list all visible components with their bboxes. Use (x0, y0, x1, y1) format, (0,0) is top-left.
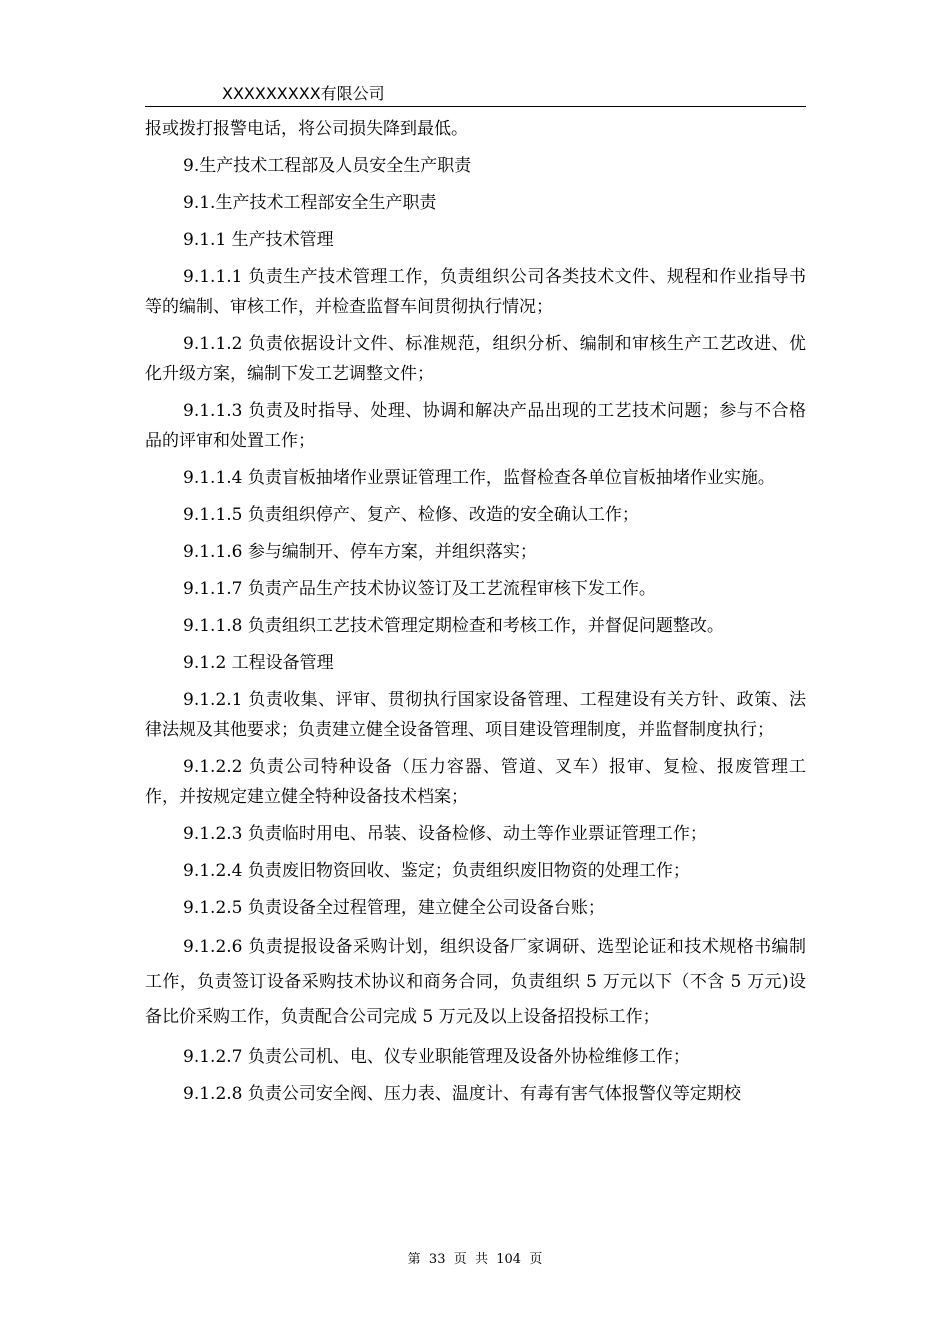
paragraph: 9.1.2.1 负责收集、评审、贯彻执行国家设备管理、工程建设有关方针、政策、法律法规及其他要求；负责建立健全设备管理、项目建设管理制度，并监督制度执行； (145, 690, 806, 740)
paragraph: 9.1.1.1 负责生产技术管理工作，负责组织公司各类技术文件、规程和作业指导书等的编制、审核工作，并检查监督车间贯彻执行情况； (145, 267, 806, 317)
paragraph: 9.1.2.5 负责设备全过程管理，建立健全公司设备台账； (183, 898, 605, 918)
page-number: 第 33 页 共 104 页 (407, 1252, 543, 1267)
paragraph: 9.1.2.3 负责临时用电、吊装、设备检修、动土等作业票证管理工作； (183, 824, 707, 844)
company-name: XXXXXXXXX有限公司 (222, 84, 385, 103)
paragraph: 9.1.1.2 负责依据设计文件、标准规范，组织分析、编制和审核生产工艺改进、优化升级方案，编制下发工艺调整文件； (145, 334, 806, 384)
paragraph: 9.1.2.7 负责公司机、电、仪专业职能管理及设备外协检维修工作； (183, 1047, 690, 1067)
paragraph: 9.1.2.4 负责废旧物资回收、鉴定；负责组织废旧物资的处理工作； (183, 861, 690, 881)
paragraph: 9.1.2 工程设备管理 (183, 653, 334, 673)
paragraph: 9.1.1.5 负责组织停产、复产、检修、改造的安全确认工作； (183, 505, 639, 525)
paragraph: 9.1.2.6 负责提报设备采购计划，组织设备厂家调研、选型论证和技术规格书编制工作，负责签订设备采购技术协议和商务合同，负责组织 5 万元以下（不含 5 万元)设备比价采购工作，负责配合公司完成 5 万元及以上设备招投标工作； (145, 937, 806, 1027)
paragraph: 9.1.2.8 负责公司安全阀、压力表、温度计、有毒有害气体报警仪等定期校 (183, 1084, 741, 1104)
paragraph: 9.1.1 生产技术管理 (183, 230, 334, 250)
paragraph: 9.1.1.7 负责产品生产技术协议签订及工艺流程审核下发工作。 (183, 579, 656, 599)
paragraph: 9.1.1.8 负责组织工艺技术管理定期检查和考核工作，并督促问题整改。 (183, 616, 724, 636)
paragraph: 9.1.1.6 参与编制开、停车方案，并组织落实； (183, 542, 537, 562)
document-body (145, 114, 806, 1116)
page-header (145, 84, 806, 107)
paragraph: 9.生产技术工程部及人员安全生产职责 (183, 156, 472, 176)
paragraph: 9.1.1.4 负责盲板抽堵作业票证管理工作，监督检查各单位盲板抽堵作业实施。 (183, 468, 775, 488)
paragraph: 9.1.生产技术工程部安全生产职责 (183, 193, 437, 213)
paragraph: 报或拨打报警电话，将公司损失降到最低。 (145, 119, 468, 139)
paragraph: 9.1.2.2 负责公司特种设备（压力容器、管道、叉车）报审、复检、报废管理工作，并按规定建立健全特种设备技术档案； (145, 757, 806, 807)
paragraph: 9.1.1.3 负责及时指导、处理、协调和解决产品出现的工艺技术问题；参与不合格品的评审和处置工作； (145, 401, 806, 451)
